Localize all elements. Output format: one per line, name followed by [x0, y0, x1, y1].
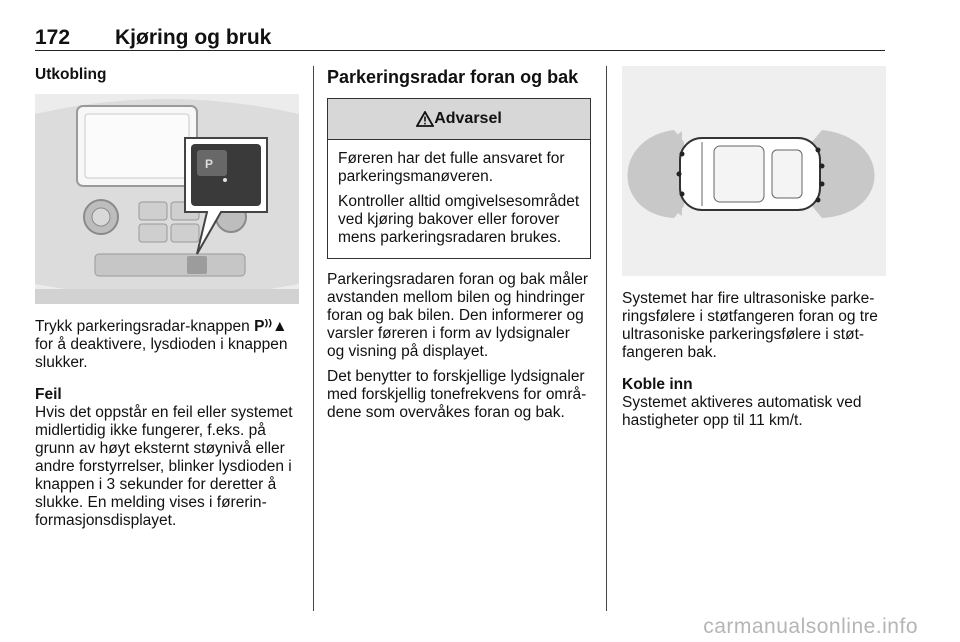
column-divider — [313, 66, 314, 611]
warning-body — [328, 140, 590, 258]
paragraph-text: Trykk parkeringsradar-knappen — [35, 318, 250, 335]
warning-text: Føreren har det fulle ansvaret for parkeringsmanøveren. — [338, 150, 565, 185]
right-column — [622, 66, 886, 437]
paragraph-text: Systemet aktiveres automatisk ved hastigheter opp til 11 km/t. — [622, 394, 862, 429]
section-heading: Parkeringsradar foran og bak — [327, 67, 579, 87]
subheading-fault: Feil — [35, 386, 62, 403]
middle-column — [327, 66, 591, 429]
warning-box — [327, 98, 591, 259]
svg-text:P: P — [205, 157, 214, 171]
watermark: carmanualsonline.info — [703, 615, 918, 638]
chapter-title: Kjøring og bruk — [115, 26, 272, 49]
section-heading: Utkobling — [35, 66, 107, 83]
paragraph-text: Hvis det oppstår en feil eller systemet midlertidig ikke fungerer, f.eks. på grunn av høyt eksternt støynivå eller andre forstyrrelser, blinker lysdioden i knappen i 3 sekunder for deretter å slukke. En melding vises i førerinformasjonsdisplayet. — [35, 404, 293, 529]
car-sensor-illustration — [622, 66, 886, 276]
warning-triangle-icon — [416, 111, 434, 127]
left-column — [35, 66, 299, 537]
warning-header — [328, 99, 590, 140]
warning-text: Kontroller alltid omgivelsesområdet ved kjøring bakover eller forover mens parkeringsradaren brukes. — [338, 193, 580, 246]
subheading-activate: Koble inn — [622, 376, 693, 393]
column-divider — [606, 66, 607, 611]
parking-radar-button-icon: P⁾⁾▲ — [254, 318, 288, 335]
car-sensor-figure — [622, 66, 886, 276]
warning-title: Advarsel — [434, 110, 502, 127]
page-header — [35, 20, 885, 51]
dashboard-figure — [35, 94, 299, 304]
paragraph-text: for å deaktivere, lysdioden i knappen slukker. — [35, 336, 288, 371]
paragraph-text: Det benytter to forskjellige lydsignaler med forskjellig tonefrekvens for områdene som overvåkes foran og bak. — [327, 368, 587, 421]
paragraph-text: Systemet har fire ultrasoniske parkeringsfølere i støtfangeren foran og tre ultrasoniske parkeringsfølere i støtfangeren bak. — [622, 290, 878, 361]
dashboard-illustration — [35, 94, 299, 304]
page-number: 172 — [35, 26, 71, 49]
paragraph-text: Parkeringsradaren foran og bak måler avstanden mellom bilen og hindringer foran og bak bilen. Den informerer og varsler føreren i form av lydsignaler og visning på displayet. — [327, 271, 589, 360]
